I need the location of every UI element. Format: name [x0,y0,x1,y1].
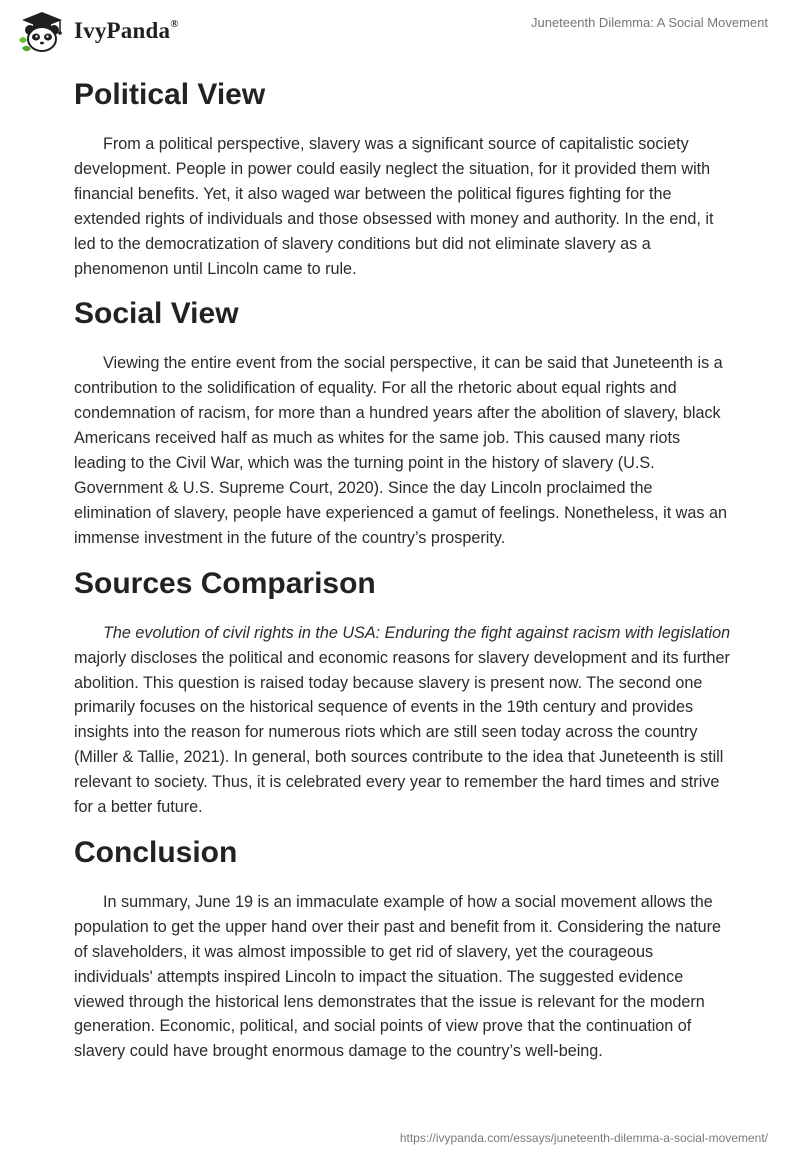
section-paragraph [74,621,734,820]
section-heading: Sources Comparison [74,566,376,600]
section-paragraph: From a political perspective, slavery was a significant source of capitalistic society development. People in power could easily neglect the situation, for it provided them with financial benefits. Yet, it also waged war between the political figures fighting for the extended rights of individuals and those obsessed with money and authority. In the end, it led to the democratization of slavery conditions but did not eliminate slavery as a phenomenon until Lincoln came to rule. [74,135,714,278]
ivypanda-logo[interactable] [16,10,179,52]
section-conclusion [74,831,734,1064]
essay-body [74,70,734,1064]
section-sources-comparison [74,562,734,820]
section-heading: Social View [74,297,239,331]
panda-graduate-icon [16,10,68,52]
section-paragraph: Viewing the entire event from the social perspective, it can be said that Juneteenth is a contribution to the solidification of equality. For all the rhetoric about equal rights and condemnation of racism, for more than a hundred years after the abolition of slavery, black Americans received half as much as whites for the same job. This caused many riots leading to the Civil War, which was the turning point in the history of slavery (U.S. Government & U.S. Supreme Court, 2020). Since the day Lincoln proclaimed the elimination of slavery, people have experienced a gamut of feelings. Nonetheless, it was an immense investment in the future of the country’s prosperity. [74,354,727,547]
brand-name: IvyPanda® [74,18,179,43]
section-paragraph: In summary, June 19 is an immaculate example of how a social movement allows the population to get the upper hand over their past and benefit from it. Considering the nature of slaveholders, it was almost impossible to get rid of slavery, yet the courageous individuals' attempts inspired Lincoln to impact the situation. The suggested evidence viewed through the historical lens demonstrates that the issue is relevant for the modern generation. Economic, political, and social points of view prove that the continuation of slavery could have brought enormous damage to the country’s well-being. [74,892,722,1061]
paragraph-text: majorly discloses the political and economic reasons for slavery development and its further abolition. This question is raised today because slavery is present now. The second one primarily focuses on the historical sequence of events in the 19th century and provides insights into the reason for numerous riots which are still seen today across the country (Miller & Tallie, 2021). In general, both sources contribute to the idea that Juneteenth is still relevant to society. Thus, it is celebrated every year to remember the hard times and strive for a better future. [74,648,730,817]
section-heading: Conclusion [74,835,238,869]
page-header [0,0,800,70]
section-social-view [74,292,734,550]
source-title: The evolution of civil rights in the USA: Enduring the fight against racism with legislation [103,623,731,642]
source-url[interactable]: https://ivypanda.com/essays/juneteenth-dilemma-a-social-movement/ [399,1131,768,1145]
section-political-view [74,73,734,281]
section-heading: Political View [74,78,266,111]
document-title: Juneteenth Dilemma: A Social Movement [530,15,768,30]
